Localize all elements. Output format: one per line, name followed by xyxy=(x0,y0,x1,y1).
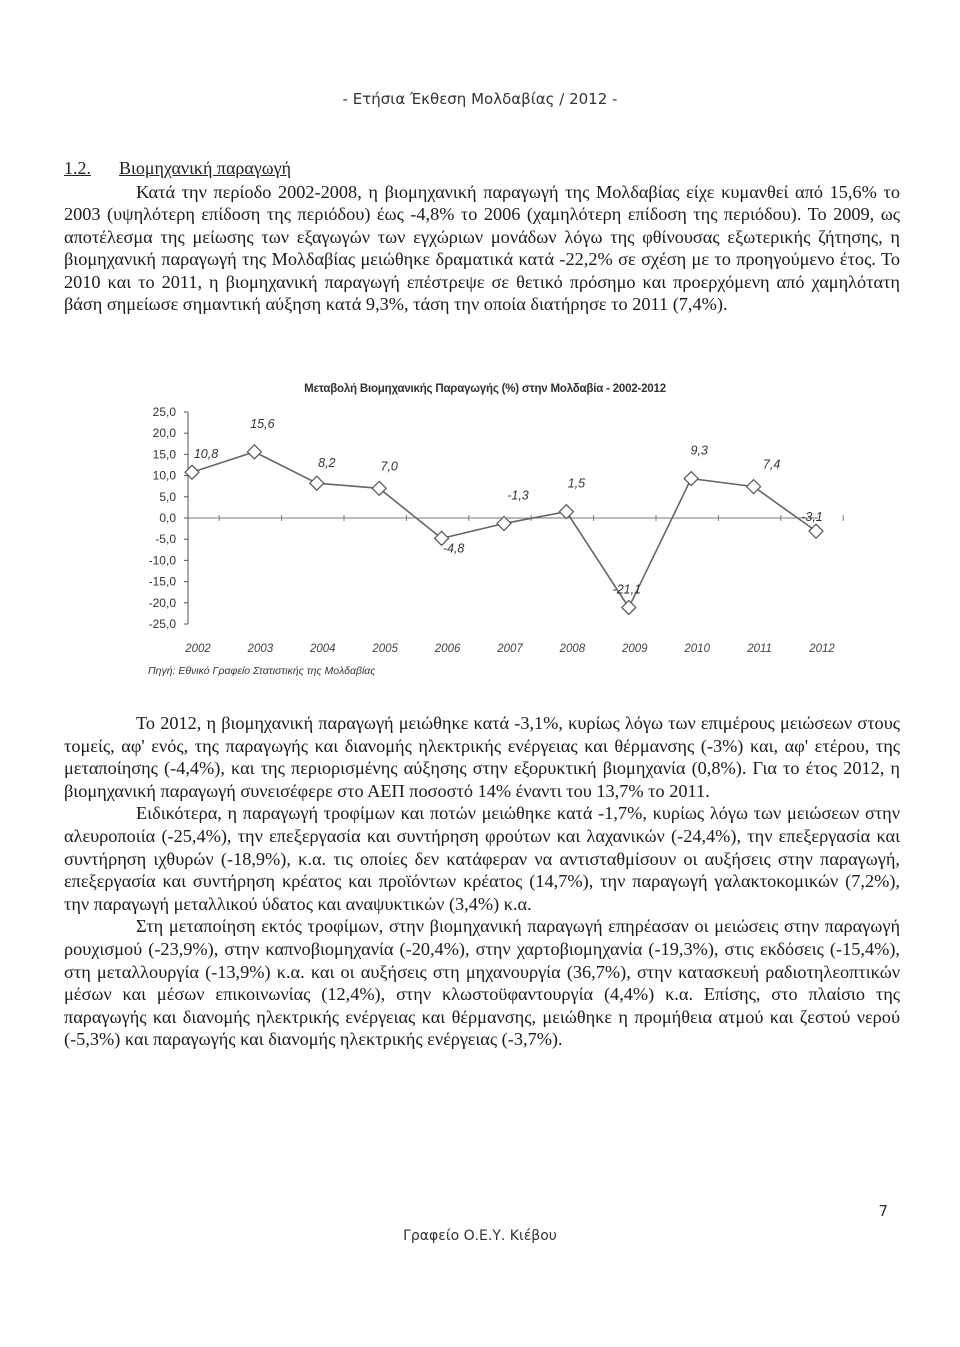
x-tick-label: 2009 xyxy=(622,643,648,655)
y-tick-label: -25,0 xyxy=(148,617,176,631)
page-number: 7 xyxy=(878,1202,888,1220)
data-point-marker xyxy=(310,476,324,490)
data-point-marker xyxy=(497,517,511,531)
y-tick-label: -15,0 xyxy=(148,574,176,589)
x-tick-label: 2011 xyxy=(747,643,772,655)
x-tick-label: 2002 xyxy=(185,643,211,655)
paragraph: Το 2012, η βιομηχανική παραγωγή μειώθηκε κατά -3,1%, κυρίως λόγω των επιμέρους μειώσεων στους τομείς, αφ' ενός, της παραγωγής και διανομής ηλεκτρικής ενέργειας και θέρμανσης (-3%) και, αφ' ετέρου, της μεταποίησης (-4,4%), και της περιορισμένης αύξησης στην εξορυκτική βιομηχανία (0,8%). Για το έτος 2012, η βιομηχανική παραγωγή συνεισέφερε στο ΑΕΠ ποσοστό 14% έναντι του 13,7% το 2011. xyxy=(64,713,900,801)
data-label: 7,4 xyxy=(762,457,781,472)
page-footer: Γραφείο Ο.Ε.Υ. Κιέβου xyxy=(403,1228,557,1244)
section-title: Βιομηχανική παραγωγή xyxy=(119,158,292,178)
data-label: -21,1 xyxy=(612,582,642,597)
paragraph: Ειδικότερα, η παραγωγή τροφίμων και ποτών μειώθηκε κατά -1,7%, κυρίως λόγω των μειώσεων στην αλευροποιία (-25,4%), την επεξεργασία και συντήρηση φρούτων και λαχανικών (-24,4%), την επεξεργασία και συντήρηση ιχθυρών (-18,9%), κ.α. τις οποίες δεν κατάφεραν να αντισταθμίσουν οι αυξήσεις στην παραγωγή, επεξεργασία και συντήρηση κρέατος και προϊόντων κρέατος (14,7%), την παραγωγή γαλακτοκομικών (7,2%), την παραγωγή μεταλλικού ύδατος και αναψυκτικών (3,4%) κ.α. xyxy=(64,803,900,914)
data-label: 7,0 xyxy=(380,459,398,474)
y-tick-label: 25,0 xyxy=(152,405,176,419)
data-point-marker xyxy=(247,445,261,459)
data-label: -3,1 xyxy=(801,510,823,525)
y-tick-label: -10,0 xyxy=(148,553,176,568)
paragraph: Κατά την περίοδο 2002-2008, η βιομηχανική παραγωγή της Μολδαβίας είχε κυμανθεί από 15,6% το 2003 (υψηλότερη επίδοση της περιόδου) έως -4,8% το 2006 (χαμηλότερη επίδοση της περιόδου). Το 2009, ως αποτέλεσμα της μείωσης των εξαγωγών των εγχώριων μονάδων λόγω της φθίνουσας εξωτερικής ζήτησης, η βιομηχανική παραγωγή της Μολδαβίας μειώθηκε δραματικά κατά -22,2% σε σχέση με το προηγούμενο έτος. Το 2010 και το 2011, η βιομηχανική παραγωγή επέστρεψε σε θετικό πρόσημο και προερχόμενη από χαμηλότατη βάση σημείωσε σημαντική αύξηση κατά 9,3%, τάση την οποία διατήρησε το 2011 (7,4%). xyxy=(64,182,900,315)
paragraph: Στη μεταποίηση εκτός τροφίμων, στην βιομηχανική παραγωγή επηρέασαν οι μειώσεις στην παραγωγή ρουχισμού (-23,9%), στην καπνοβιομηχανία (-20,4%), στην χαρτοβιομηχανία (-19,3%), στις εκδόσεις (-15,4%), στη μεταλλουργία (-13,9%) κ.α. και οι αυξήσεις στη μηχανουργία (36,7%), στην κατασκευή ραδιοτηλεοπτικών μέσων και μέσων επικοινωνίας (12,4%), στην κλωστοϋφαντουργία (4,4%) κ.α. Επίσης, στο πλαίσιο της παραγωγής και διανομής ηλεκτρικής ενέργειας και θέρμανσης, μειώθηκε η προμήθεια ατμού και ζεστού νερού (-5,3%) και παραγωγής και διανομής ηλεκτρικής ενέργειας (-3,7%). xyxy=(64,916,900,1050)
y-tick-label: 10,0 xyxy=(152,468,176,483)
page-header: - Ετήσια Έκθεση Μολδαβίας / 2012 - xyxy=(342,90,618,108)
y-tick-label: -5,0 xyxy=(155,532,176,547)
data-point-marker xyxy=(809,524,823,538)
data-label: 8,2 xyxy=(318,456,336,471)
data-point-marker xyxy=(185,465,199,479)
y-tick-label: 5,0 xyxy=(159,489,176,504)
section-heading xyxy=(64,158,291,179)
data-point-marker xyxy=(622,600,636,614)
chart-source: Πηγή: Εθνικό Γραφείο Στατιστικής της Μολδαβίας xyxy=(148,665,376,677)
x-tick-label: 2007 xyxy=(497,643,523,655)
data-label: 15,6 xyxy=(250,416,275,431)
section-number: 1.2. xyxy=(64,158,91,178)
data-label: 1,5 xyxy=(567,476,586,491)
data-point-marker xyxy=(747,480,761,494)
data-point-marker xyxy=(559,505,573,519)
data-label: 9,3 xyxy=(690,443,708,458)
y-tick-label: -20,0 xyxy=(148,595,176,610)
data-label: -4,8 xyxy=(442,541,465,556)
y-tick-label: 0,0 xyxy=(159,511,176,525)
data-label: -1,3 xyxy=(507,488,529,503)
x-tick-label: 2008 xyxy=(559,643,586,655)
intro-text xyxy=(64,181,900,315)
x-tick-label: 2012 xyxy=(809,643,835,655)
y-tick-label: 20,0 xyxy=(152,426,176,441)
body-text xyxy=(64,712,900,1051)
y-tick-label: 15,0 xyxy=(152,447,176,462)
x-tick-label: 2003 xyxy=(247,643,274,655)
x-tick-label: 2006 xyxy=(434,643,461,655)
x-tick-label: 2004 xyxy=(310,643,336,655)
data-point-marker xyxy=(684,472,698,486)
industrial-production-chart xyxy=(100,378,860,678)
data-label: 10,8 xyxy=(193,447,219,462)
x-tick-label: 2005 xyxy=(372,643,398,655)
x-tick-label: 2010 xyxy=(684,643,710,655)
chart-title: Μεταβολή Βιομηχανικής Παραγωγής (%) στην Μολδαβία - 2002-2012 xyxy=(304,383,666,395)
